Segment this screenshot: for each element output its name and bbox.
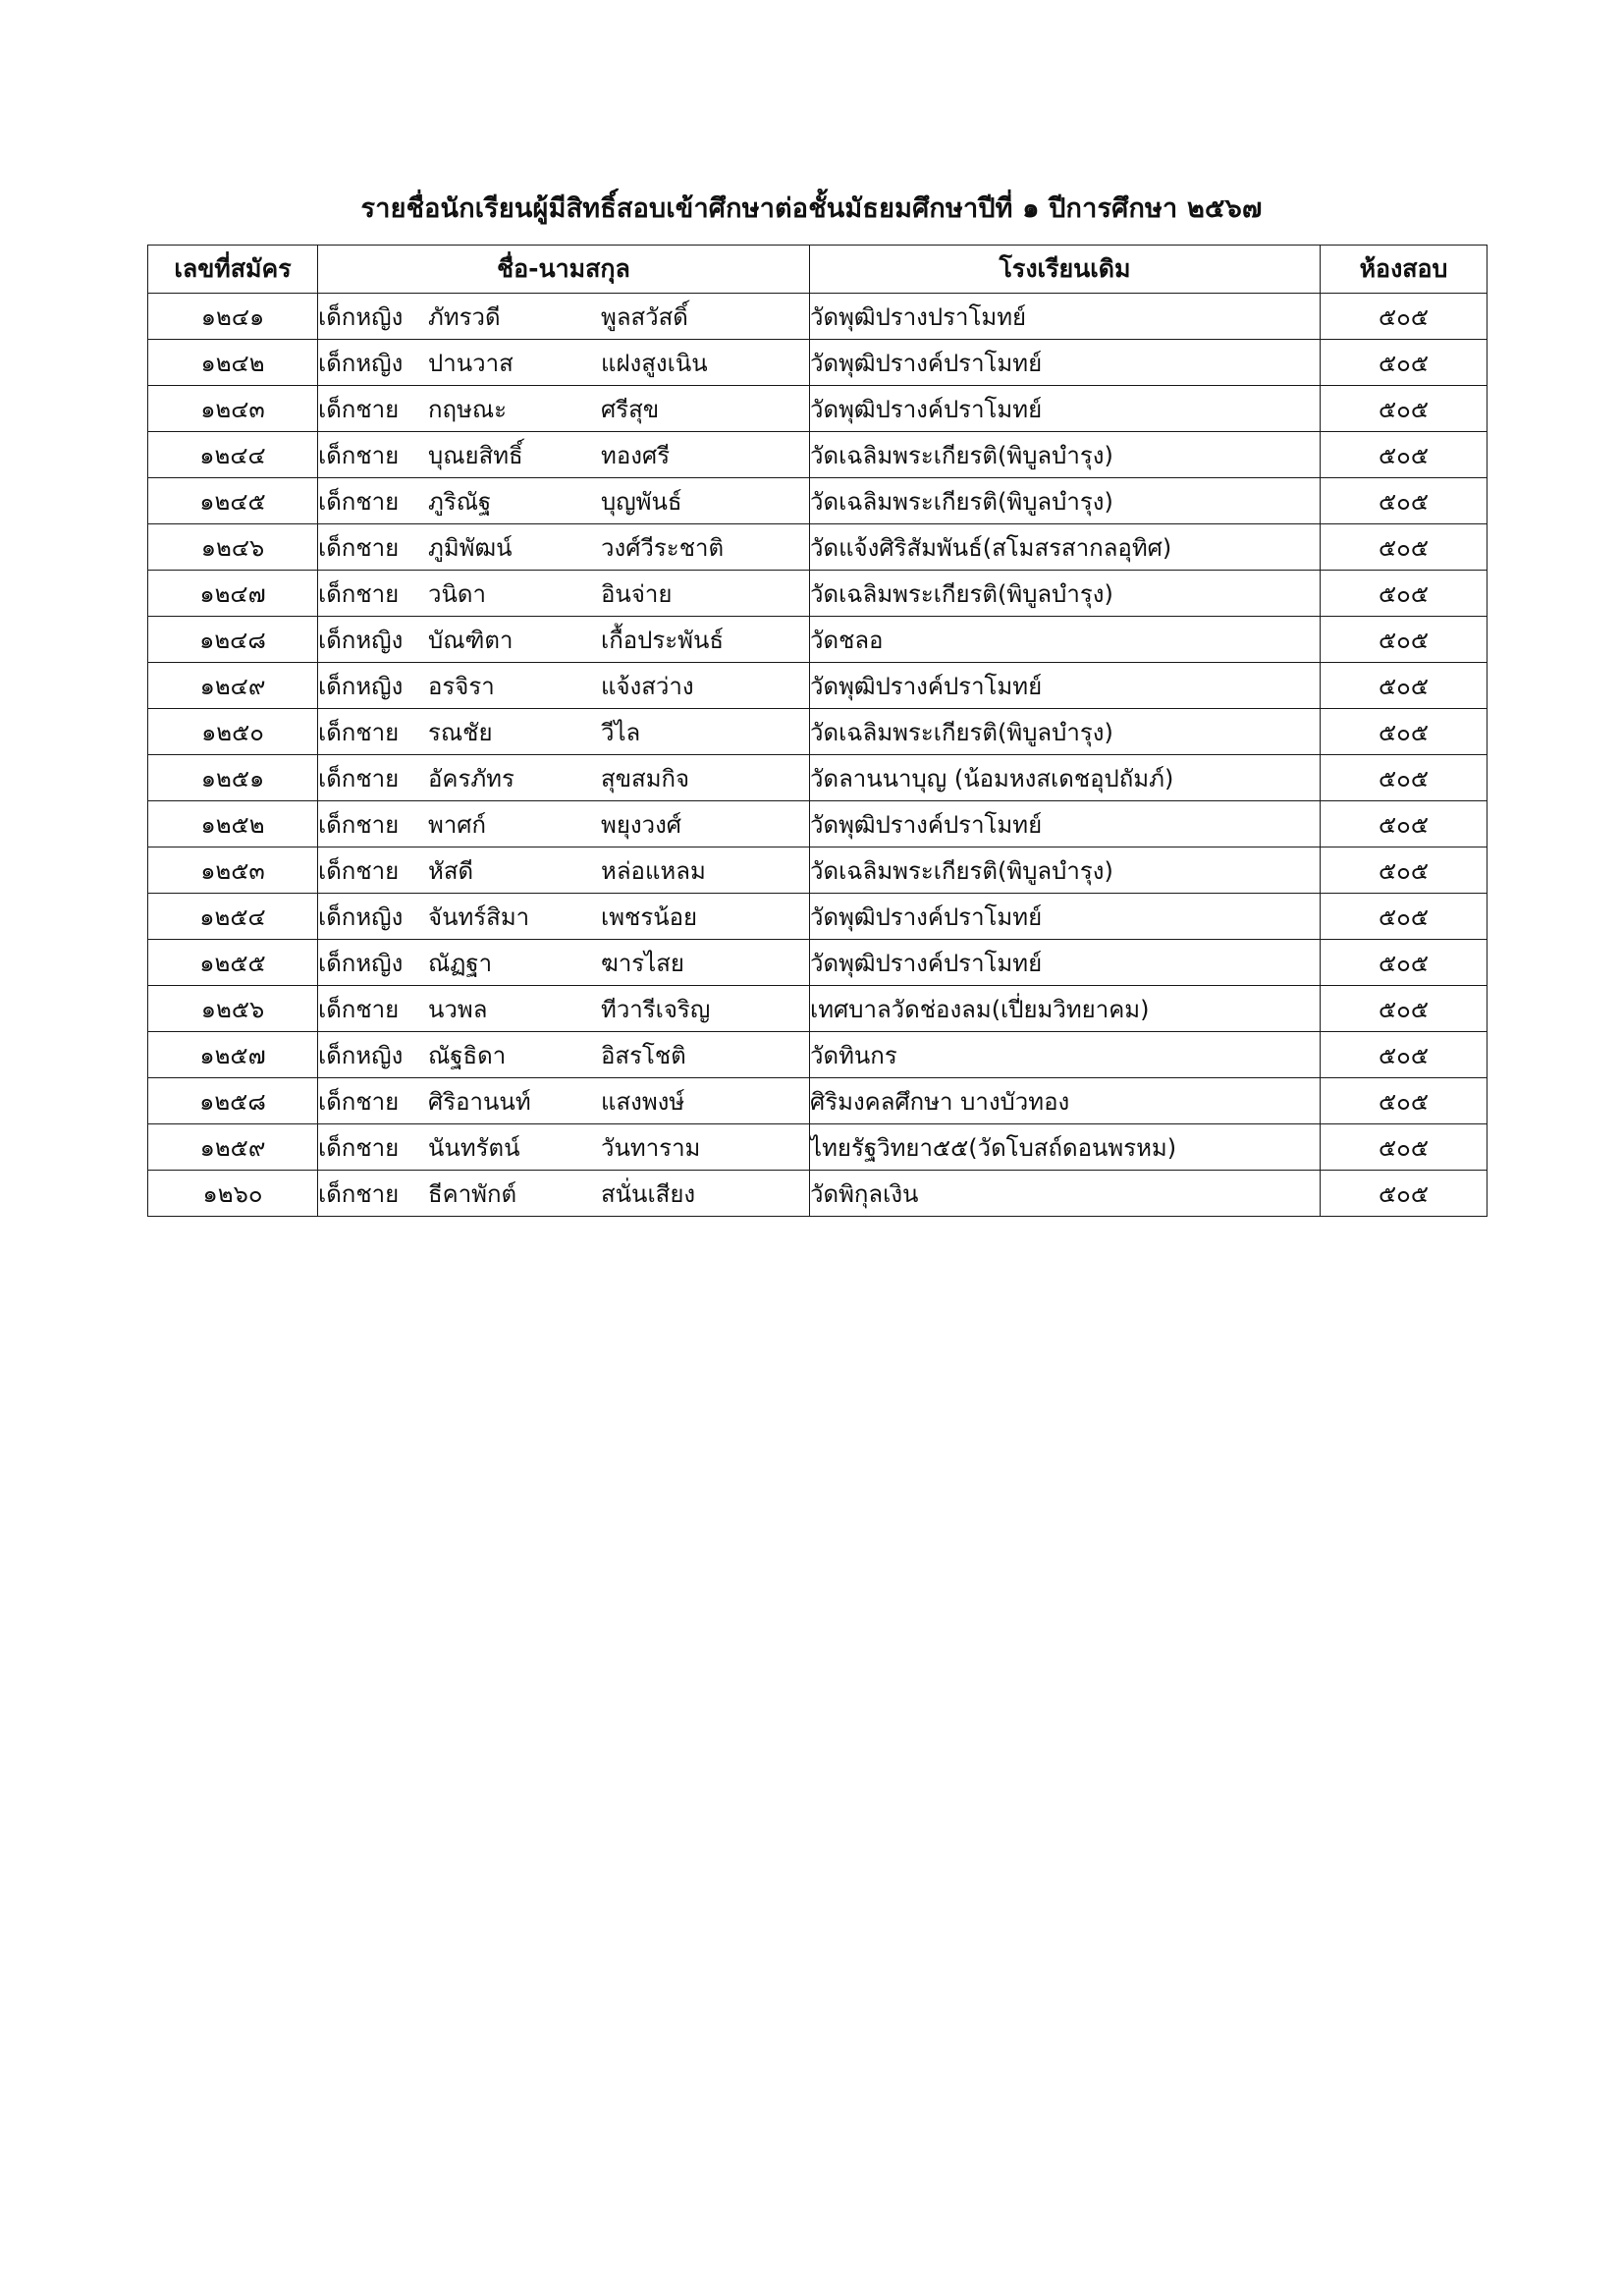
name-prefix: เด็กชาย xyxy=(318,579,400,608)
last-name: อิสรโชติ xyxy=(601,1041,686,1069)
applicant-table xyxy=(147,245,1488,1217)
student-name xyxy=(318,801,810,847)
student-name xyxy=(318,1078,810,1124)
applicant-number: ๑๒๔๖ xyxy=(148,524,318,571)
previous-school: ไทยรัฐวิทยา๕๕(วัดโบสถ์ดอนพรหม) xyxy=(810,1124,1321,1171)
table-row xyxy=(148,986,1488,1032)
table-row xyxy=(148,571,1488,617)
table-row xyxy=(148,524,1488,571)
exam-room: ๕๐๕ xyxy=(1321,571,1488,617)
exam-room: ๕๐๕ xyxy=(1321,709,1488,755)
applicant-number: ๑๒๔๕ xyxy=(148,478,318,524)
student-name xyxy=(318,755,810,801)
name-prefix: เด็กชาย xyxy=(318,533,400,562)
applicant-number: ๑๒๔๒ xyxy=(148,340,318,386)
previous-school: วัดพุฒิปรางปราโมทย์ xyxy=(810,294,1321,340)
exam-room: ๕๐๕ xyxy=(1321,1032,1488,1078)
exam-room: ๕๐๕ xyxy=(1321,524,1488,571)
previous-school: เทศบาลวัดช่องลม(เปี่ยมวิทยาคม) xyxy=(810,986,1321,1032)
previous-school: วัดพุฒิปรางค์ปราโมทย์ xyxy=(810,940,1321,986)
last-name: บุญพันธ์ xyxy=(601,487,682,516)
previous-school: วัดเฉลิมพระเกียรติ(พิบูลบำรุง) xyxy=(810,432,1321,478)
exam-room: ๕๐๕ xyxy=(1321,340,1488,386)
applicant-number: ๑๒๔๓ xyxy=(148,386,318,432)
applicant-number: ๑๒๕๕ xyxy=(148,940,318,986)
first-name: บุณยสิทธิ์ xyxy=(428,441,523,469)
applicant-number: ๑๒๔๘ xyxy=(148,617,318,663)
name-prefix: เด็กหญิง xyxy=(318,349,404,377)
first-name: ภัทรวดี xyxy=(428,302,501,331)
table-row xyxy=(148,340,1488,386)
name-prefix: เด็กชาย xyxy=(318,718,400,746)
first-name: บัณฑิตา xyxy=(428,626,514,654)
table-row xyxy=(148,617,1488,663)
student-name xyxy=(318,432,810,478)
first-name: ปานวาส xyxy=(428,349,514,377)
last-name: ฆารไสย xyxy=(601,949,684,977)
first-name: อัครภัทร xyxy=(428,764,514,793)
previous-school: วัดพิกุลเงิน xyxy=(810,1171,1321,1217)
name-prefix: เด็กหญิง xyxy=(318,949,404,977)
last-name: แจ้งสว่าง xyxy=(601,672,694,700)
exam-room: ๕๐๕ xyxy=(1321,432,1488,478)
first-name: ณัฏฐา xyxy=(428,949,493,977)
last-name: สุขสมกิจ xyxy=(601,764,690,793)
first-name: รณชัย xyxy=(428,718,493,746)
name-prefix: เด็กชาย xyxy=(318,441,400,469)
first-name: ศิริอานนท์ xyxy=(428,1087,531,1116)
header-previous-school: โรงเรียนเดิม xyxy=(810,246,1321,294)
student-name xyxy=(318,894,810,940)
exam-room: ๕๐๕ xyxy=(1321,801,1488,847)
student-name xyxy=(318,386,810,432)
applicant-number: ๑๒๖๐ xyxy=(148,1171,318,1217)
previous-school: วัดเฉลิมพระเกียรติ(พิบูลบำรุง) xyxy=(810,571,1321,617)
table-body xyxy=(148,294,1488,1217)
exam-room: ๕๐๕ xyxy=(1321,755,1488,801)
previous-school: วัดเฉลิมพระเกียรติ(พิบูลบำรุง) xyxy=(810,709,1321,755)
first-name: จันทร์สิมา xyxy=(428,902,530,931)
last-name: เพชรน้อย xyxy=(601,902,698,931)
exam-room: ๕๐๕ xyxy=(1321,986,1488,1032)
table-row xyxy=(148,294,1488,340)
name-prefix: เด็กหญิง xyxy=(318,902,404,931)
student-name xyxy=(318,986,810,1032)
student-name xyxy=(318,340,810,386)
applicant-number: ๑๒๕๐ xyxy=(148,709,318,755)
previous-school: วัดพุฒิปรางค์ปราโมทย์ xyxy=(810,663,1321,709)
name-prefix: เด็กชาย xyxy=(318,395,400,423)
first-name: วนิดา xyxy=(428,579,486,608)
student-name xyxy=(318,1124,810,1171)
applicant-number: ๑๒๔๑ xyxy=(148,294,318,340)
header-row xyxy=(148,246,1488,294)
name-prefix: เด็กหญิง xyxy=(318,1041,404,1069)
student-name xyxy=(318,1171,810,1217)
name-prefix: เด็กหญิง xyxy=(318,672,404,700)
exam-room: ๕๐๕ xyxy=(1321,940,1488,986)
student-name xyxy=(318,847,810,894)
first-name: ภูริณัฐ xyxy=(428,487,492,516)
student-name xyxy=(318,663,810,709)
last-name: วงศ์วีระชาติ xyxy=(601,533,725,562)
exam-room: ๕๐๕ xyxy=(1321,663,1488,709)
last-name: แฝงสูงเนิน xyxy=(601,349,708,377)
student-name xyxy=(318,524,810,571)
previous-school: วัดทินกร xyxy=(810,1032,1321,1078)
last-name: อินจ่าย xyxy=(601,579,673,608)
previous-school: วัดเฉลิมพระเกียรติ(พิบูลบำรุง) xyxy=(810,478,1321,524)
table-row xyxy=(148,755,1488,801)
name-prefix: เด็กชาย xyxy=(318,995,400,1023)
student-name xyxy=(318,617,810,663)
previous-school: วัดพุฒิปรางค์ปราโมทย์ xyxy=(810,894,1321,940)
exam-room: ๕๐๕ xyxy=(1321,1124,1488,1171)
last-name: ศรีสุข xyxy=(601,395,660,423)
exam-room: ๕๐๕ xyxy=(1321,386,1488,432)
first-name: กฤษณะ xyxy=(428,395,508,423)
student-name xyxy=(318,709,810,755)
applicant-number: ๑๒๕๖ xyxy=(148,986,318,1032)
first-name: นันทรัตน์ xyxy=(428,1133,520,1162)
previous-school: วัดพุฒิปรางค์ปราโมทย์ xyxy=(810,801,1321,847)
table-row xyxy=(148,1171,1488,1217)
last-name: ทองศรี xyxy=(601,441,671,469)
applicant-number: ๑๒๕๔ xyxy=(148,894,318,940)
name-prefix: เด็กชาย xyxy=(318,1087,400,1116)
page-title: รายชื่อนักเรียนผู้มีสิทธิ์สอบเข้าศึกษาต่อชั้นมัธยมศึกษาปีที่ ๑ ปีการศึกษา ๒๕๖๗ xyxy=(360,193,1263,224)
student-name xyxy=(318,940,810,986)
name-prefix: เด็กชาย xyxy=(318,764,400,793)
previous-school: ศิริมงคลศึกษา บางบัวทอง xyxy=(810,1078,1321,1124)
exam-room: ๕๐๕ xyxy=(1321,1078,1488,1124)
exam-room: ๕๐๕ xyxy=(1321,478,1488,524)
exam-room: ๕๐๕ xyxy=(1321,617,1488,663)
last-name: พยุงวงศ์ xyxy=(601,810,682,839)
last-name: หล่อแหลม xyxy=(601,856,706,885)
name-prefix: เด็กหญิง xyxy=(318,626,404,654)
table-row xyxy=(148,709,1488,755)
name-prefix: เด็กชาย xyxy=(318,1179,400,1208)
student-name xyxy=(318,571,810,617)
previous-school: วัดพุฒิปรางค์ปราโมทย์ xyxy=(810,386,1321,432)
table-row xyxy=(148,940,1488,986)
exam-room: ๕๐๕ xyxy=(1321,1171,1488,1217)
last-name: แสงพงษ์ xyxy=(601,1087,685,1116)
table-row xyxy=(148,386,1488,432)
table-header xyxy=(148,246,1488,294)
applicant-number: ๑๒๕๑ xyxy=(148,755,318,801)
table-row xyxy=(148,1032,1488,1078)
header-full-name: ชื่อ-นามสกุล xyxy=(318,246,810,294)
name-prefix: เด็กชาย xyxy=(318,1133,400,1162)
last-name: เกื้อประพันธ์ xyxy=(601,626,725,654)
student-name xyxy=(318,1032,810,1078)
applicant-number: ๑๒๕๒ xyxy=(148,801,318,847)
student-name xyxy=(318,294,810,340)
applicant-number: ๑๒๔๗ xyxy=(148,571,318,617)
header-exam-room: ห้องสอบ xyxy=(1321,246,1488,294)
name-prefix: เด็กชาย xyxy=(318,856,400,885)
table-row xyxy=(148,432,1488,478)
previous-school: วัดเฉลิมพระเกียรติ(พิบูลบำรุง) xyxy=(810,847,1321,894)
first-name: ธีคาพักต์ xyxy=(428,1179,517,1208)
table-row xyxy=(148,801,1488,847)
name-prefix: เด็กชาย xyxy=(318,487,400,516)
table-row xyxy=(148,478,1488,524)
header-applicant-number: เลขที่สมัคร xyxy=(148,246,318,294)
first-name: หัสดี xyxy=(428,856,474,885)
applicant-number: ๑๒๕๓ xyxy=(148,847,318,894)
name-prefix: เด็กชาย xyxy=(318,810,400,839)
exam-room: ๕๐๕ xyxy=(1321,294,1488,340)
last-name: ทีวารีเจริญ xyxy=(601,995,711,1023)
last-name: วีไล xyxy=(601,718,641,746)
first-name: นวพล xyxy=(428,995,488,1023)
table-row xyxy=(148,663,1488,709)
previous-school: วัดพุฒิปรางค์ปราโมทย์ xyxy=(810,340,1321,386)
last-name: วันทาราม xyxy=(601,1133,701,1162)
first-name: ภูมิพัฒน์ xyxy=(428,533,513,562)
last-name: สนั่นเสียง xyxy=(601,1179,696,1208)
first-name: ณัฐธิดา xyxy=(428,1041,507,1069)
previous-school: วัดแจ้งศิริสัมพันธ์(สโมสรสากลอุทิศ) xyxy=(810,524,1321,571)
first-name: พาศก์ xyxy=(428,810,487,839)
applicant-number: ๑๒๔๙ xyxy=(148,663,318,709)
first-name: อรจิรา xyxy=(428,672,495,700)
table-row xyxy=(148,1078,1488,1124)
applicant-number: ๑๒๕๘ xyxy=(148,1078,318,1124)
previous-school: วัดลานนาบุญ (น้อมหงสเดชอุปถัมภ์) xyxy=(810,755,1321,801)
table-row xyxy=(148,894,1488,940)
last-name: พูลสวัสดิ์ xyxy=(601,302,688,331)
student-name xyxy=(318,478,810,524)
previous-school: วัดชลอ xyxy=(810,617,1321,663)
table-row xyxy=(148,1124,1488,1171)
name-prefix: เด็กหญิง xyxy=(318,302,404,331)
exam-room: ๕๐๕ xyxy=(1321,847,1488,894)
applicant-number: ๑๒๔๔ xyxy=(148,432,318,478)
applicant-number: ๑๒๕๙ xyxy=(148,1124,318,1171)
table-row xyxy=(148,847,1488,894)
applicant-number: ๑๒๕๗ xyxy=(148,1032,318,1078)
exam-room: ๕๐๕ xyxy=(1321,894,1488,940)
